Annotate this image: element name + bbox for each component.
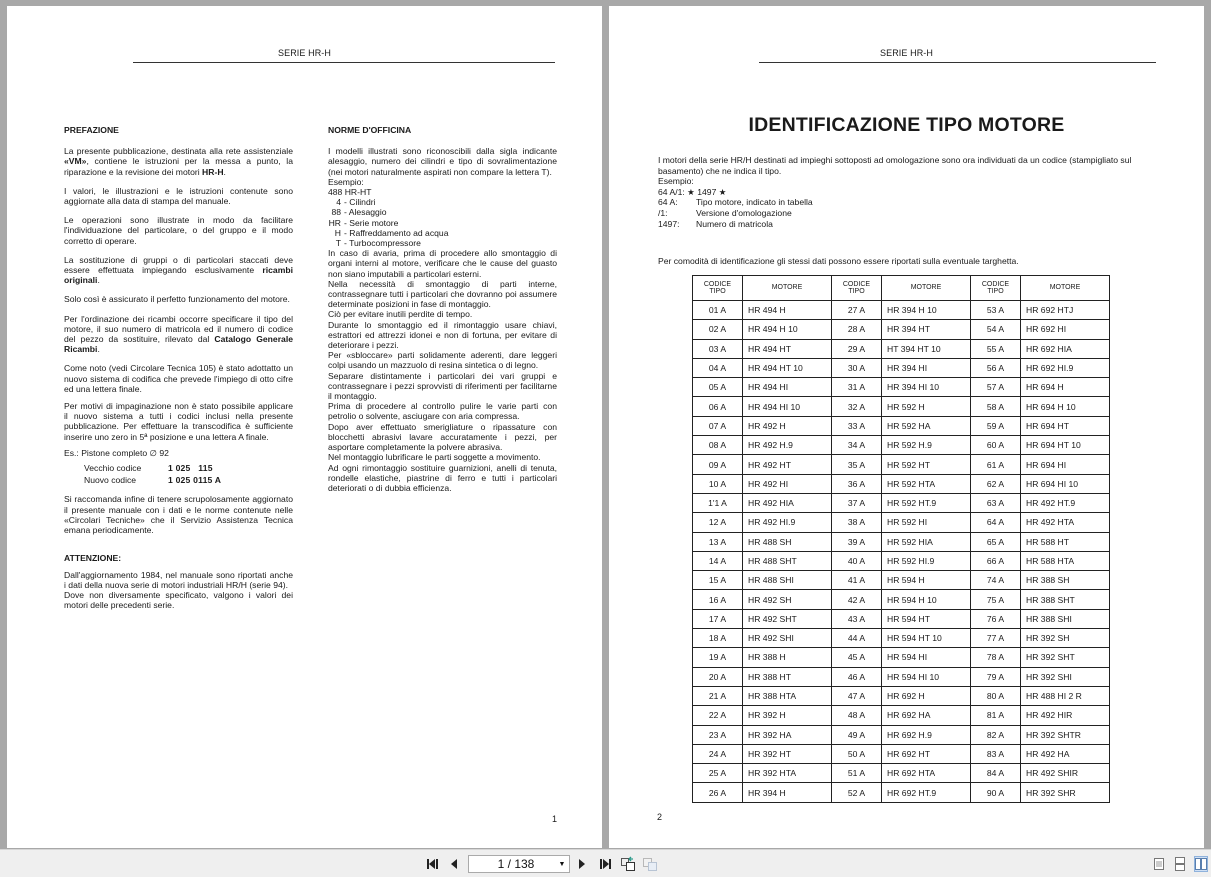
paragraph: Per «sbloccare» parti solidamente aderenti, dare leggeri colpi usando un mazzuolo di resina sintetica o di legno. (328, 350, 557, 371)
table-row (693, 436, 1110, 455)
intro-text: I motori della serie HR/H destinati ad impieghi sottoposti ad omologazione sono ora individuati da un codice (stampigliato sul basamento) che ne indica il tipo. (658, 155, 1132, 176)
table-row (693, 378, 1110, 397)
column-header: CODICE TIPO (971, 276, 1021, 301)
codice-tipo-cell: 64 A (971, 513, 1021, 532)
codice-tipo-cell: 55 A (971, 339, 1021, 358)
norme-column (328, 125, 557, 493)
table-row (693, 551, 1110, 570)
page-number-value[interactable]: 1 / 138 (497, 857, 535, 871)
paragraph: I modelli illustrati sono riconoscibili dalla sigla indicante alesaggio, numero dei cilindri e tipo di sovralimentazione (nei motori naturalmente aspirati non compare la lettera T). (328, 146, 557, 177)
definition-item: 1497: Numero di matricola (658, 218, 773, 229)
last-page-icon (598, 858, 612, 870)
engine-type-table (692, 275, 1110, 803)
motore-cell: HR 592 HI.9 (882, 551, 971, 570)
codice-tipo-cell: 63 A (971, 493, 1021, 512)
motore-cell: HR 594 HI (882, 648, 971, 667)
codice-tipo-cell: 25 A (693, 764, 743, 783)
codice-tipo-cell: 04 A (693, 358, 743, 377)
motore-cell: HR 692 H.9 (882, 725, 971, 744)
motore-cell: HR 692 HA (882, 706, 971, 725)
new-code-label: Nuovo codice (84, 475, 137, 486)
page-number: 1 (552, 814, 558, 824)
codice-tipo-cell: 27 A (832, 301, 882, 320)
motore-cell: HR 388 HT (743, 667, 832, 686)
facing-pages-icon (1195, 857, 1207, 871)
codice-tipo-cell: 31 A (832, 378, 882, 397)
page-1 (7, 6, 602, 848)
motore-cell: HR 692 HTA (882, 764, 971, 783)
codice-tipo-cell: 75 A (971, 590, 1021, 609)
next-page-button[interactable] (576, 856, 588, 872)
codice-tipo-cell: 13 A (693, 532, 743, 551)
codice-tipo-cell: 42 A (832, 590, 882, 609)
codice-tipo-cell: 24 A (693, 744, 743, 763)
code-example (84, 463, 293, 485)
codice-tipo-cell: 26 A (693, 783, 743, 802)
motore-cell: HR 488 HI 2 R (1021, 686, 1110, 705)
paragraph: Prima di procedere al controllo pulire le varie parti con petrolio o solvente, asciugare con aria compressa. (328, 401, 557, 422)
table-row (693, 416, 1110, 435)
table-header-row (693, 276, 1110, 301)
codice-tipo-cell: 09 A (693, 455, 743, 474)
codice-tipo-cell: 35 A (832, 455, 882, 474)
codice-tipo-cell: 54 A (971, 320, 1021, 339)
motore-cell: HR 592 HA (882, 416, 971, 435)
motore-cell: HR 388 SH (1021, 571, 1110, 590)
motore-cell: HR 692 H (882, 686, 971, 705)
motore-cell: HR 694 HI 10 (1021, 474, 1110, 493)
paragraph: Nel montaggio lubrificare le parti soggette a movimento. (328, 452, 541, 463)
motore-cell: HR 692 HIA (1021, 339, 1110, 358)
single-page-view-button[interactable] (1152, 856, 1166, 872)
motore-cell: HR 392 SH (1021, 629, 1110, 648)
page-number-select[interactable] (468, 855, 570, 873)
codice-tipo-cell: 03 A (693, 339, 743, 358)
codice-tipo-cell: 28 A (832, 320, 882, 339)
continuous-view-button[interactable] (1173, 856, 1187, 872)
motore-cell: HR 394 H (743, 783, 832, 802)
table-row (693, 609, 1110, 628)
table-row (693, 397, 1110, 416)
motore-cell: HR 594 H (882, 571, 971, 590)
go-forward-view-icon (642, 856, 658, 872)
continuous-page-icon (1173, 856, 1187, 872)
motore-cell: HR 588 HTA (1021, 551, 1110, 570)
motore-cell: HR 492 SHT (743, 609, 832, 628)
motore-cell: HR 492 H.9 (743, 436, 832, 455)
table-row (693, 339, 1110, 358)
codice-tipo-cell: 15 A (693, 571, 743, 590)
motore-cell: HR 594 HT (882, 609, 971, 628)
column-header: MOTORE (1021, 276, 1110, 301)
legend-item: 4 - Cilindri (336, 197, 376, 208)
motore-cell: HR 692 HT (882, 744, 971, 763)
table-row (693, 783, 1110, 802)
codice-tipo-cell: 50 A (832, 744, 882, 763)
codice-tipo-cell: 51 A (832, 764, 882, 783)
paragraph: Come noto (vedi Circolare Tecnica 105) è stato adottatto un nuovo sistema di codifica che prevede l'impiego di otto cifre ed una lettera finale. (64, 363, 293, 394)
codice-tipo-cell: 30 A (832, 358, 882, 377)
example-code: 64 A/1: ★ 1497 ★ (658, 186, 727, 197)
paragraph: Separare distintamente i particolari dei vari gruppi e contrassegnare i pezzi sprovvisti di riferimenti per facilitarne il montaggio. (328, 370, 557, 402)
motore-cell: HR 492 HTA (1021, 513, 1110, 532)
note-text: Per comodità di identificazione gli stessi dati possono essere riportati sulla eventuale targhetta. (658, 256, 1019, 266)
codice-tipo-cell: 56 A (971, 358, 1021, 377)
motore-cell: HR 692 HI (1021, 320, 1110, 339)
codice-tipo-cell: 34 A (832, 436, 882, 455)
motore-cell: HR 494 HT (743, 339, 832, 358)
section-heading: PREFAZIONE (64, 125, 119, 135)
motore-cell: HR 594 H 10 (882, 590, 971, 609)
motore-cell: HR 694 H 10 (1021, 397, 1110, 416)
paragraph: Ad ogni rimontaggio sostituire guarnizioni, anelli di tenuta, rondelle elastiche, piastrine di ferro e tutti i particolari deteriorati o di dubbia efficienza. (328, 462, 557, 493)
codice-tipo-cell: 38 A (832, 513, 882, 532)
codice-tipo-cell: 41 A (832, 571, 882, 590)
motore-cell: HR 494 H (743, 301, 832, 320)
codice-tipo-cell: 20 A (693, 667, 743, 686)
motore-cell: HR 594 HT 10 (882, 629, 971, 648)
motore-cell: HR 494 H 10 (743, 320, 832, 339)
header-rule (133, 62, 555, 63)
table-row (693, 706, 1110, 725)
codice-tipo-cell: 78 A (971, 648, 1021, 667)
old-code-value: 1 025 115 (168, 463, 213, 474)
paragraph: Ciò per evitare inutili perdite di tempo. (328, 309, 473, 320)
codice-tipo-cell: 57 A (971, 378, 1021, 397)
definition-item: /1: Versione d'omologazione (658, 207, 792, 218)
motore-cell: HR 492 HT.9 (1021, 493, 1110, 512)
chevron-down-icon[interactable]: ▼ (558, 860, 566, 868)
motore-cell: HR 692 HI.9 (1021, 358, 1110, 377)
codice-tipo-cell: 21 A (693, 686, 743, 705)
new-code-value: 1 025 0115 A (168, 475, 222, 486)
column-header: MOTORE (743, 276, 832, 301)
motore-cell: HR 392 SHR (1021, 783, 1110, 802)
motore-cell: HR 592 HI (882, 513, 971, 532)
table-row (693, 744, 1110, 763)
motore-cell: HR 592 H (882, 397, 971, 416)
motore-cell: HR 492 HIR (1021, 706, 1110, 725)
codice-tipo-cell: 17 A (693, 609, 743, 628)
paragraph: Per motivi di impaginazione non è stato possibile applicare il nuovo sistema a tutti i codici inclusi nella presente pubblicazione. Per effettuare la transcodifica è sufficiente inserire uno zero in 5ª posizione e una lettera A finale. (64, 401, 293, 442)
table-row (693, 358, 1110, 377)
motore-cell: HR 592 HT.9 (882, 493, 971, 512)
table-row (693, 590, 1110, 609)
example-label: Esempio: (658, 176, 694, 187)
table-row (693, 320, 1110, 339)
codice-tipo-cell: 48 A (832, 706, 882, 725)
motore-cell: HR 492 SHI (743, 629, 832, 648)
paragraph: Durante lo smontaggio ed il rimontaggio usare chiavi, estrattori ed attrezzi idonei e non di fortuna, per evitare di deteriorare i pezzi. (328, 319, 557, 351)
table-row (693, 686, 1110, 705)
motore-cell: HR 394 HI 10 (882, 378, 971, 397)
table-row (693, 764, 1110, 783)
codice-tipo-cell: 46 A (832, 667, 882, 686)
previous-page-icon (449, 858, 459, 870)
codice-tipo-cell: 37 A (832, 493, 882, 512)
motore-cell: HR 592 HTA (882, 474, 971, 493)
intro-block (658, 155, 1158, 229)
previous-page-button[interactable] (447, 856, 461, 872)
motore-cell: HR 392 HA (743, 725, 832, 744)
codice-tipo-cell: 62 A (971, 474, 1021, 493)
codice-tipo-cell: 23 A (693, 725, 743, 744)
first-page-button[interactable] (425, 856, 441, 872)
running-header: SERIE HR-H (277, 48, 331, 58)
codice-tipo-cell: 22 A (693, 706, 743, 725)
table-row (693, 474, 1110, 493)
motore-cell: HR 392 SHI (1021, 667, 1110, 686)
motore-cell: HR 492 HIA (743, 493, 832, 512)
codice-tipo-cell: 29 A (832, 339, 882, 358)
codice-tipo-cell: 81 A (971, 706, 1021, 725)
motore-cell: HR 488 SH (743, 532, 832, 551)
running-header: SERIE HR-H (879, 48, 933, 58)
attention-text: Dall'aggiornamento 1984, nel manuale sono riportati anche i dati della nuova serie di motori industriali HR/H (serie 94). (64, 569, 293, 590)
motore-cell: HR 694 HI (1021, 455, 1110, 474)
legend-item: H - Raffreddamento ad acqua (334, 227, 449, 238)
paragraph: Per l'ordinazione dei ricambi occorre specificare il tipo del motore, il suo numero di matricola ed il numero di codice del pezzo da sostituire, rilevato dal Catalogo Generale Ricambi. (64, 313, 293, 355)
section-heading: NORME D'OFFICINA (328, 125, 412, 135)
motore-cell: HR 392 SHT (1021, 648, 1110, 667)
page-2 (609, 6, 1204, 848)
paragraph: La presente pubblicazione, destinata alla rete assistenziale «VM», contiene le istruzioni per la messa a punto, la riparazione e la revisione dei motori HR-H. (64, 146, 293, 177)
table-row (693, 725, 1110, 744)
motore-cell: HR 692 HTJ (1021, 301, 1110, 320)
codice-tipo-cell: 74 A (971, 571, 1021, 590)
codice-tipo-cell: 44 A (832, 629, 882, 648)
codice-tipo-cell: 45 A (832, 648, 882, 667)
codice-tipo-cell: 90 A (971, 783, 1021, 802)
codice-tipo-cell: 82 A (971, 725, 1021, 744)
column-header: MOTORE (882, 276, 971, 301)
motore-cell: HR 494 HI (743, 378, 832, 397)
paragraph: Dopo aver effettuato smerigliature o ripassature con blocchetti abrasivi lavare accuratamente i pezzi, per asportare completamente la polvere abrasiva. (328, 421, 557, 453)
paragraph: Solo così è assicurato il perfetto funzionamento del motore. (64, 294, 290, 305)
old-code-label: Vecchio codice (84, 463, 142, 474)
prefazione-column (64, 125, 293, 610)
legend-item: T - Turbocompressore (335, 238, 421, 249)
paragraph: Nella necessità di smontaggio di parti interne, contrassegnare tutti i particolari che dovranno poi assumere determinate posizioni in fase di montaggio. (328, 278, 557, 310)
paragraph: Le operazioni sono illustrate in modo da facilitare l'individuazione del particolare, o del gruppo e il modo corretto di operare. (64, 215, 293, 246)
definition-item: 64 A: Tipo motore, indicato in tabella (658, 197, 813, 208)
last-page-button[interactable] (597, 856, 613, 872)
motore-cell: HR 394 HI (882, 358, 971, 377)
motore-cell: HR 588 HT (1021, 532, 1110, 551)
motore-cell: HR 392 H (743, 706, 832, 725)
motore-cell: HR 392 HTA (743, 764, 832, 783)
motore-cell: HT 394 HT 10 (882, 339, 971, 358)
table-row (693, 571, 1110, 590)
example-label: Es.: Pistone completo ∅ 92 (64, 447, 169, 458)
codice-tipo-cell: 76 A (971, 609, 1021, 628)
codice-tipo-cell: 19 A (693, 648, 743, 667)
codice-tipo-cell: 52 A (832, 783, 882, 802)
motore-cell: HR 492 SHIR (1021, 764, 1110, 783)
attention-heading: ATTENZIONE: (64, 553, 122, 564)
codice-tipo-cell: 43 A (832, 609, 882, 628)
attention-text: Dove non diversamente specificato, valgono i valori dei motori delle precedenti serie. (64, 589, 293, 611)
table-row (693, 648, 1110, 667)
codice-tipo-cell: 53 A (971, 301, 1021, 320)
codice-tipo-cell: 84 A (971, 764, 1021, 783)
codice-tipo-cell: 36 A (832, 474, 882, 493)
example-code: 488 HR-HT (328, 187, 372, 198)
motore-cell: HR 388 SHT (1021, 590, 1110, 609)
legend-item: HR - Serie motore (328, 217, 399, 228)
codice-tipo-cell: 40 A (832, 551, 882, 570)
codice-tipo-cell: 06 A (693, 397, 743, 416)
column-header: CODICE TIPO (832, 276, 882, 301)
motore-cell: HR 492 SH (743, 590, 832, 609)
codice-tipo-cell: 16 A (693, 590, 743, 609)
codice-tipo-cell: 07 A (693, 416, 743, 435)
single-page-icon (1152, 856, 1166, 872)
motore-cell: HR 492 HI (743, 474, 832, 493)
codice-tipo-cell: 08 A (693, 436, 743, 455)
motore-cell: HR 492 H (743, 416, 832, 435)
table-row (693, 513, 1110, 532)
legend-list (328, 197, 557, 248)
motore-cell: HR 694 HT (1021, 416, 1110, 435)
codice-tipo-cell: 10 A (693, 474, 743, 493)
motore-cell: HR 694 H (1021, 378, 1110, 397)
codice-tipo-cell: 65 A (971, 532, 1021, 551)
codice-tipo-cell: 1'1 A (693, 493, 743, 512)
motore-cell: HR 492 HA (1021, 744, 1110, 763)
motore-cell: HR 488 SHT (743, 551, 832, 570)
codice-tipo-cell: 05 A (693, 378, 743, 397)
motore-cell: HR 594 HI 10 (882, 667, 971, 686)
motore-cell: HR 492 HI.9 (743, 513, 832, 532)
codice-tipo-cell: 18 A (693, 629, 743, 648)
motore-cell: HR 492 HT (743, 455, 832, 474)
legend-item: 88 - Alesaggio (331, 207, 387, 218)
motore-cell: HR 488 SHI (743, 571, 832, 590)
motore-cell: HR 388 H (743, 648, 832, 667)
codice-tipo-cell: 33 A (832, 416, 882, 435)
codice-tipo-cell: 66 A (971, 551, 1021, 570)
motore-cell: HR 694 HT 10 (1021, 436, 1110, 455)
header-rule (759, 62, 1156, 63)
table-row (693, 629, 1110, 648)
facing-view-button[interactable] (1194, 856, 1208, 872)
motore-cell: HR 388 SHI (1021, 609, 1110, 628)
go-back-button[interactable] (620, 856, 636, 872)
column-header: CODICE TIPO (693, 276, 743, 301)
table-row (693, 667, 1110, 686)
motore-cell: HR 592 HT (882, 455, 971, 474)
motore-cell: HR 494 HI 10 (743, 397, 832, 416)
codice-tipo-cell: 60 A (971, 436, 1021, 455)
table-row (693, 455, 1110, 474)
motore-cell: HR 394 HT (882, 320, 971, 339)
page-title: IDENTIFICAZIONE TIPO MOTORE (748, 114, 1065, 136)
go-back-view-icon (620, 856, 636, 872)
codice-tipo-cell: 79 A (971, 667, 1021, 686)
motore-cell: HR 692 HT.9 (882, 783, 971, 802)
codice-tipo-cell: 83 A (971, 744, 1021, 763)
motore-cell: HR 592 H.9 (882, 436, 971, 455)
motore-cell: HR 388 HTA (743, 686, 832, 705)
example-label: Esempio: (328, 176, 364, 187)
motore-cell: HR 592 HIA (882, 532, 971, 551)
codice-tipo-cell: 49 A (832, 725, 882, 744)
codice-tipo-cell: 02 A (693, 320, 743, 339)
next-page-icon (577, 858, 587, 870)
codice-tipo-cell: 59 A (971, 416, 1021, 435)
go-forward-button[interactable] (642, 856, 658, 872)
codice-tipo-cell: 77 A (971, 629, 1021, 648)
page-number: 2 (657, 812, 663, 822)
codice-tipo-cell: 39 A (832, 532, 882, 551)
codice-tipo-cell: 32 A (832, 397, 882, 416)
motore-cell: HR 392 HT (743, 744, 832, 763)
paragraph: I valori, le illustrazioni e le istruzioni contenute sono aggiornate alla data di stampa del manuale. (64, 185, 293, 207)
table-row (693, 532, 1110, 551)
codice-tipo-cell: 14 A (693, 551, 743, 570)
motore-cell: HR 494 HT 10 (743, 358, 832, 377)
codice-tipo-cell: 61 A (971, 455, 1021, 474)
codice-tipo-cell: 12 A (693, 513, 743, 532)
first-page-icon (426, 858, 440, 870)
motore-cell: HR 392 SHTR (1021, 725, 1110, 744)
codice-tipo-cell: 01 A (693, 301, 743, 320)
paragraph: Si raccomanda infine di tenere scrupolosamente aggiornato il presente manuale con i dati e le norme contenute nelle «Circolari Tecniche» che il Servizio Assistenza Tecnica emana periodicamente. (64, 494, 293, 536)
paragraph: La sostituzione di gruppi o di particolari staccati deve essere effettuata impiegando esclusivamente ricambi originali. (64, 254, 293, 286)
table-row (693, 301, 1110, 320)
table-row (693, 493, 1110, 512)
paragraph: In caso di avaria, prima di procedere allo smontaggio di organi interni al motore, verificare che le cause del guasto non siano imputabili a particolari esterni. (328, 248, 557, 279)
viewer-toolbar (0, 849, 1211, 877)
codice-tipo-cell: 47 A (832, 686, 882, 705)
codice-tipo-cell: 80 A (971, 686, 1021, 705)
codice-tipo-cell: 58 A (971, 397, 1021, 416)
motore-cell: HR 394 H 10 (882, 301, 971, 320)
